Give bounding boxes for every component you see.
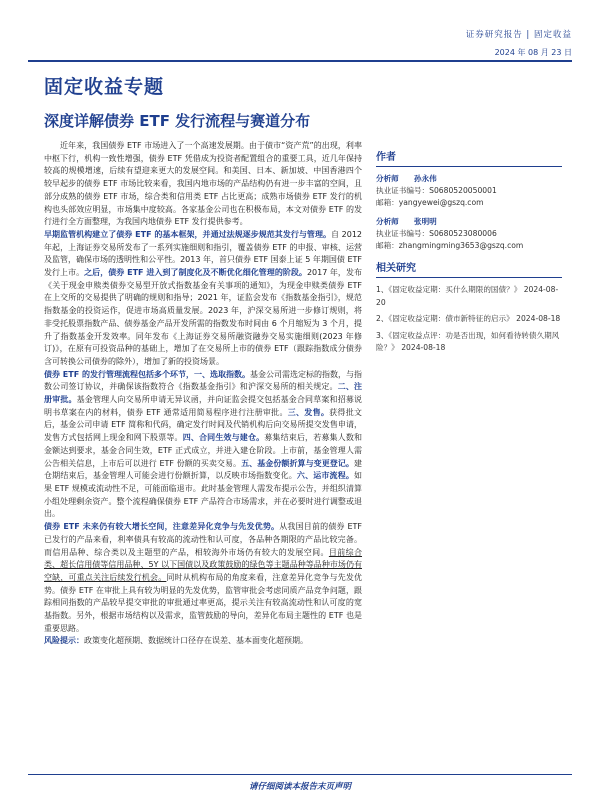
text-outlook-a: 从我国目前的债券 ETF 已发行的产品来看，利率债具有较高的流动性和认可度，各品种各期限的产品比较完备。而信用品种、综合类以及主题型的产品，相较海外市场仍有较大的发展空间。 (44, 522, 362, 557)
author-email[interactable]: zhangmingming3653@gszq.com (398, 241, 524, 250)
author-card (376, 173, 562, 209)
author-role: 分析师 (376, 174, 399, 183)
paragraph-outlook (44, 521, 362, 635)
step-3-label: 三、发售。 (287, 407, 330, 417)
license-label: 执业证书编号： (376, 186, 430, 195)
report-date: 2024 年 08 月 23 日 (494, 48, 572, 57)
paragraph-risk (44, 635, 362, 648)
risk-label: 风险提示： (44, 636, 84, 646)
page-title: 固定收益专题 (44, 76, 165, 98)
underlined-opportunity: 目前综合类、超长信用债等信用品种、5Y 以下国债以及政策鼓励的绿色等主题品种等品种市场仍有空缺，可重点关注后续发行机会。 (44, 547, 363, 582)
highlight-outlook: 债券 ETF 未来仍有较大增长空间，注意差异化竞争与先发优势。 (44, 522, 280, 532)
highlight-regulation: 早期监管机构建立了债券 ETF 的基本框架，并通过法规逐步规范其发行与管理。 (44, 229, 332, 239)
step-6-text: 如果 ETF 规模或流动性不足，可能面临退市。此时基金管理人需发布提示公告，并组织清算小组处理剩余资产。整个流程确保债券 ETF 产品符合市场需求，并在必要时进行调整或退出。 (44, 471, 363, 519)
report-type-line (466, 26, 572, 44)
author-role: 分析师 (376, 217, 399, 226)
header-rule (28, 60, 572, 62)
step-4-label: 四、合同生效与建仓。 (182, 433, 265, 443)
step-2-text: 基金管理人向交易所申请无异议函，并向证监会提交包括基金合同草案和招募说明书草案在内的材料，债券 ETF 通常适用简易程序进行注册审批。 (44, 395, 363, 417)
related-research-heading: 相关研究 (376, 259, 562, 278)
email-label: 邮箱： (376, 241, 399, 250)
author-name: 张明明 (414, 217, 437, 226)
paragraph-regulation (44, 229, 362, 369)
related-research-list (376, 284, 562, 355)
step-5-label: 五、基金份额折算与变更登记。 (241, 458, 354, 468)
highlight-process: 债券 ETF 的发行管理流程包括多个环节， (44, 369, 194, 379)
step-3-text: 获得批文后，基金公司申请 ETF 简称和代码，确定发行时间及代销机构后向交易所提交发售申请，发售方式包括网上现金和网下股票等。 (44, 407, 362, 443)
footer-rule (28, 774, 572, 775)
license-number: S0680523080006 (429, 229, 497, 238)
text-regulation-a: 自 2012 年起，上海证券交易所发布了一系列实施细则和指引，覆盖债券 ETF 的申报、审核、运营及监管，确保市场的透明性和公平性。2013 年，首只债券 ETF 国泰上证 5 年期国债 ETF 发行上市。 (44, 229, 362, 278)
text-regulation-b: 2017 年，发布《关于现金申赎类债券交易型开放式指数基金有关事项的通知》，为现金申赎类债券 ETF 在上交所的交易提供了明确的规则和指导；2021 年，证监会发布《指数基金指引》，规范指数基金的投资运作，促进市场高质量发展。2023 年，沪深交易所进一步修订规则，将非受托股票指数产品、债券基金产品开发所需的指数发布时间由 6 个月缩短为 3 个月，提升了指数基金开发效率。同年发布《上海证券交易所融资融券交易实施细则(2023 年修订)》，在原有可投资品种的基础上，增加了在交易所上市的债券 ETF（跟踪指数成分债券含可转换公司债券的除外），增加了新的投资场景。 (44, 268, 362, 366)
step-5-text: 建仓期结束后，基金管理人可能会进行份额折算，以反映市场指数变化。 (44, 458, 362, 481)
step-6-label: 六、运市流程。 (296, 471, 355, 481)
report-body (44, 140, 362, 648)
license-label: 执业证书编号： (376, 229, 430, 238)
text-outlook-b: 同时从机构布局的角度来看，注意差异化竞争与先发优势。债券 ETF 在审批上具有较为明显的先发优势，监管审批会考虑同质产品竞争问题，跟踪相同指数的产品较早提交审批的审批通过率更高，提示关注有较高流动性和认可度的宽基指数。另外，根据市场结构以及需求，监管鼓励的导向，差异化布局主题性的 ETF 也是重要思路。 (44, 572, 363, 633)
author-card (376, 216, 562, 252)
license-number: S0680520050001 (429, 186, 497, 195)
step-1-text: 基金公司需选定标的指数，与指数公司签订协议，并确保该指数符合《指数基金指引》和沪深交易所的相关规定。 (44, 369, 363, 392)
step-4-text: 募集结束后，若募集人数和金额达到要求，基金合同生效，ETF 正式成立，并进入建仓阶段。上市前，基金管理人需公告相关信息，上市后可以进行 ETF 份额的买卖交易。 (44, 433, 363, 468)
related-research-item[interactable]: 2、《固定收益定期：债市新特征的启示》 2024-08-18 (376, 314, 561, 323)
report-type: 证券研究报告 (465, 30, 523, 40)
email-label: 邮箱： (376, 198, 399, 207)
paragraph-intro: 近年来，我国债券 ETF 市场进入了一个高速发展期。由于债市“资产荒”的出现，利率中枢下行，机构一致性增强，债券 ETF 凭借成为投资者配置组合的重要工具，近几年保持较高的规模增速，后续有望迎来更大的发展空间。和美国、日本、新加坡、中国香港四个较早起步的债券 ETF 市场比较来看，我国内地市场的产品结构仍有进一步丰富的空间，且部分成熟的债券 ETF 市场，综合类和信用类 ETF 占比更高；成熟市场债券 ETF 发行的机构也头部效应明显，市场集中度较高。各家基金公司也在积极布局，本文对债券 ETF 的发行进行全方面整理，为我国内地债券 ETF 发行提供参考。 (44, 141, 362, 227)
related-research-item[interactable]: 1、《固定收益定期：买什么期限的国债？》 2024-08-20 (376, 285, 559, 307)
page-subtitle: 深度详解债券 ETF 发行流程与赛道分布 (44, 112, 311, 130)
report-header-meta (466, 26, 572, 62)
paragraph-process (44, 369, 362, 521)
author-name: 孙永伟 (414, 174, 437, 183)
report-category: 固定收益 (533, 30, 572, 40)
related-research-item[interactable]: 3、《固定收益点评：功是否出现，如何看待转债久期风险？》 2024-08-18 (376, 330, 560, 352)
authors-heading: 作者 (376, 148, 562, 167)
step-2-label: 二、注册审批。 (44, 382, 363, 405)
step-1-label: 一、选取指数。 (193, 369, 250, 379)
highlight-institutional: 之后，债券 ETF 进入到了制度化及不断优化细化管理的阶段。 (84, 268, 307, 278)
header-separator: | (526, 30, 531, 40)
risk-text: 政策变化超预期、数据统计口径存在误差、基本面变化超预期。 (84, 636, 308, 646)
author-email[interactable]: yangyewei@gszq.com (398, 198, 484, 207)
sidebar (376, 148, 562, 359)
footer-disclaimer: 请仔细阅读本报告末页声明 (248, 782, 351, 792)
